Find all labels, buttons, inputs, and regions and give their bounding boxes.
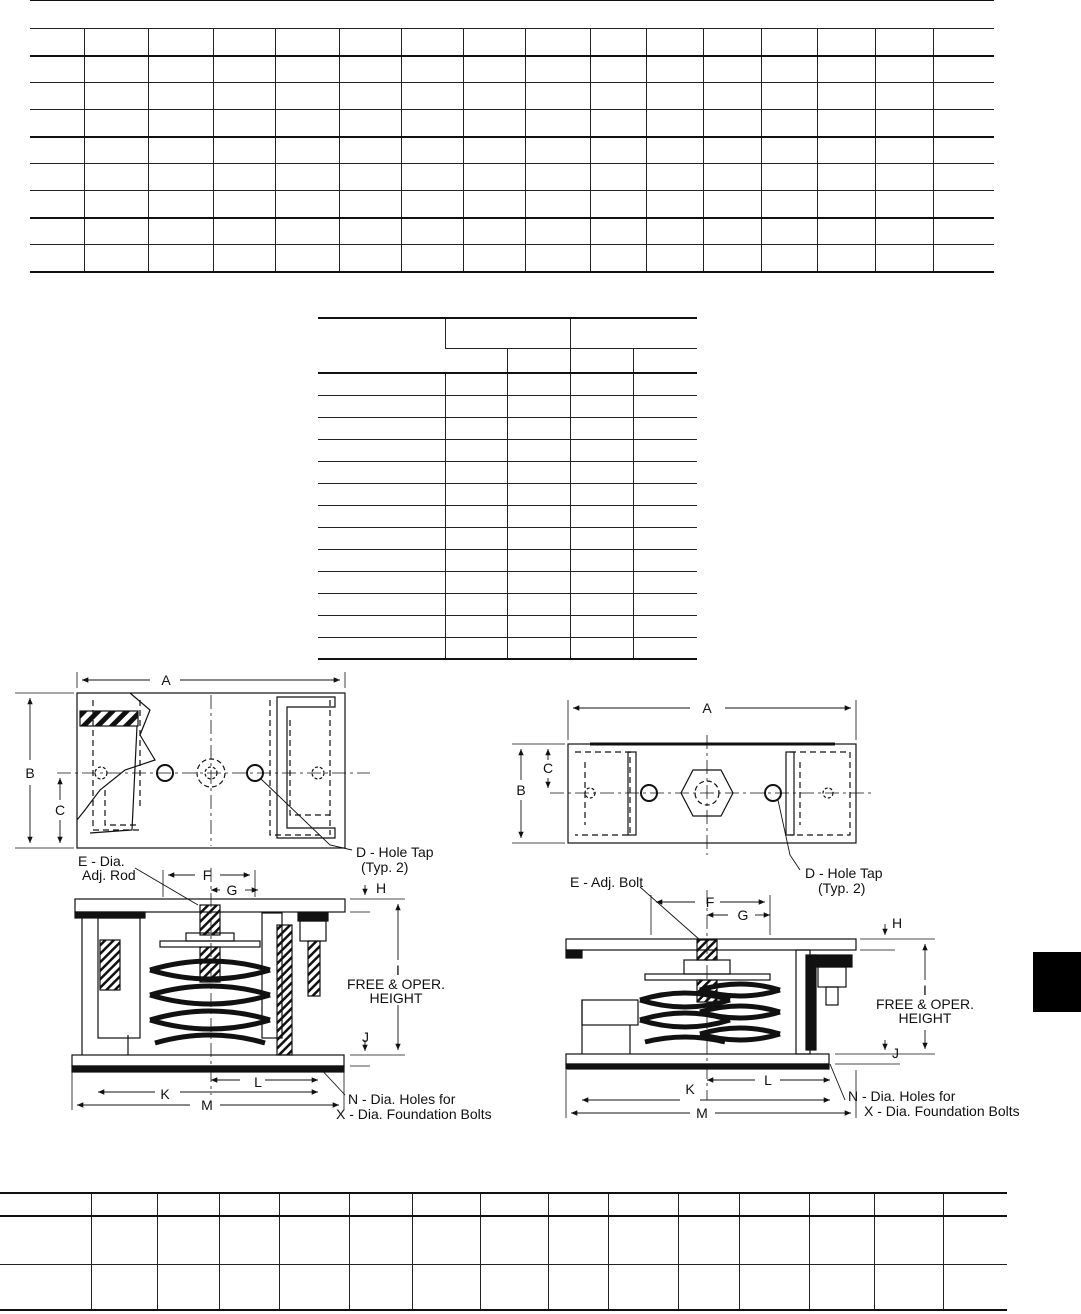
dim-label-i: I: [923, 982, 927, 998]
dim-label-d: D - Hole Tap: [356, 844, 434, 860]
left-plan-labels: [25, 672, 433, 875]
table-row: [30, 83, 994, 110]
table-row: [0, 1193, 1007, 1216]
dim-label-i: I: [396, 962, 400, 978]
table-row: [318, 549, 697, 571]
table-row: [318, 439, 697, 461]
dim-label-d-note: (Typ. 2): [361, 859, 409, 875]
table-row: [318, 461, 697, 483]
dim-label-f: F: [202, 867, 212, 883]
dim-label-i-height: HEIGHT: [898, 1010, 952, 1026]
top-table: [30, 28, 994, 273]
dim-label-m: M: [696, 1105, 708, 1121]
dim-label-d: D - Hole Tap: [805, 865, 883, 881]
dim-label-j: J: [362, 1029, 369, 1045]
dim-label-i-free: FREE & OPER.: [875, 996, 975, 1012]
dim-label-f: F: [705, 894, 715, 910]
dim-label-h: H: [376, 880, 387, 896]
table-row: [30, 191, 994, 218]
dim-label-k: K: [685, 1081, 695, 1097]
table-row: [30, 29, 994, 56]
table-row: [318, 318, 697, 348]
mount-diagrams: [0, 660, 1081, 1140]
section-tab-marker: [1033, 952, 1081, 1012]
table-row: [30, 110, 994, 137]
label-e: E - Adj. Bolt: [570, 874, 644, 890]
table-row: [318, 593, 697, 615]
table-row: [318, 571, 697, 593]
table-row: [30, 218, 994, 245]
table-row: [0, 1264, 1007, 1310]
label-x: X - Dia. Foundation Bolts: [336, 1106, 492, 1122]
dim-label-l: L: [764, 1072, 772, 1088]
table-row: [30, 245, 994, 272]
dim-label-k: K: [160, 1086, 170, 1102]
table-row: [318, 527, 697, 549]
dim-label-a: A: [702, 700, 712, 716]
dim-label-g: G: [737, 907, 749, 923]
dim-label-b: B: [516, 782, 526, 798]
table-row: [318, 483, 697, 505]
table-row: [0, 1216, 1007, 1264]
label-e: E - Dia.: [78, 853, 125, 869]
middle-table: [318, 317, 697, 660]
table-row: [318, 505, 697, 527]
table-row: [30, 137, 994, 164]
dim-label-i-height: HEIGHT: [369, 990, 423, 1006]
label-x: X - Dia. Foundation Bolts: [864, 1103, 1020, 1119]
dim-label-b: B: [25, 765, 35, 781]
dim-label-m: M: [201, 1097, 213, 1113]
dim-label-h: H: [892, 915, 903, 931]
left-plan-view: [15, 672, 370, 850]
dim-label-l: L: [254, 1074, 262, 1090]
dim-label-c: C: [542, 760, 554, 776]
bottom-table: [0, 1192, 1007, 1311]
table-row: [318, 417, 697, 439]
label-n: N - Dia. Holes for: [848, 1088, 956, 1104]
right-elevation-labels: [570, 874, 1020, 1121]
table-row: [318, 395, 697, 417]
table-row: [30, 56, 994, 83]
dim-label-c: C: [54, 802, 66, 818]
dim-label-j: J: [892, 1045, 899, 1061]
label-e-rod: Adj. Rod: [82, 867, 136, 883]
table-row: [30, 164, 994, 191]
label-n: N - Dia. Holes for: [348, 1091, 456, 1107]
dim-label-g: G: [226, 882, 238, 898]
right-plan-view: [512, 700, 875, 870]
dim-label-d-note: (Typ. 2): [818, 880, 866, 896]
dim-label-i-free: FREE & OPER.: [346, 976, 446, 992]
table-row: [318, 615, 697, 637]
table-row: [318, 373, 697, 395]
top-rule: [30, 0, 994, 1]
table-row: [318, 637, 697, 659]
dim-label-a: A: [161, 672, 171, 688]
